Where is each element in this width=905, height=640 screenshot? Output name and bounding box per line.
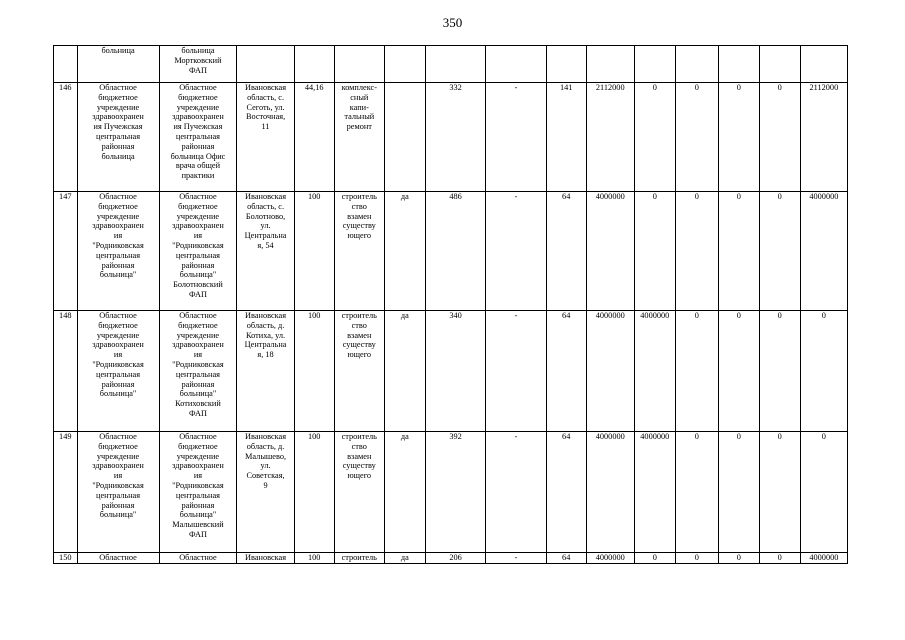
facility-name-cell: Областное бюджетное учреждение здравоохранен ия "Родниковская центральная районная больница" Котиховский ФАП — [159, 311, 237, 432]
dash-cell-cell: - — [486, 553, 546, 564]
code-value-cell: 64 — [546, 432, 586, 553]
code-value-cell — [546, 46, 586, 83]
count-value-cell: 340 — [425, 311, 485, 432]
amount-year-2-cell — [675, 46, 718, 83]
replacement-flag-cell: да — [384, 432, 425, 553]
facility-name-cell: Областное бюджетное учреждение здравоохранен ия Пучежская центральная районная больница Офис врача общей практики — [159, 83, 237, 192]
amount-year-4-cell — [759, 46, 800, 83]
amount-year-1-cell: 0 — [634, 192, 675, 311]
row-number-cell: 146 — [54, 83, 78, 192]
amount-year-3-cell: 0 — [718, 432, 759, 553]
replacement-flag-cell — [384, 46, 425, 83]
amount-year-2-cell: 0 — [675, 311, 718, 432]
code-value-cell: 141 — [546, 83, 586, 192]
code-value-cell: 64 — [546, 311, 586, 432]
amount-year-5-cell: 4000000 — [800, 192, 847, 311]
amount-year-3-cell: 0 — [718, 192, 759, 311]
amount-year-4-cell: 0 — [759, 553, 800, 564]
facility-name-cell: больница Мортковский ФАП — [159, 46, 237, 83]
amount-year-1-cell: 4000000 — [634, 432, 675, 553]
institution-name-cell: Областное бюджетное учреждение здравоохранен ия "Родниковская центральная районная больница" — [77, 192, 159, 311]
row-number-cell — [54, 46, 78, 83]
row-number-cell: 147 — [54, 192, 78, 311]
area-value-cell: 44,16 — [294, 83, 334, 192]
amount-year-3-cell — [718, 46, 759, 83]
work-type-cell: комплекс- сный капи- тальный ремонт — [334, 83, 384, 192]
area-value-cell: 100 — [294, 311, 334, 432]
amount-year-3-cell: 0 — [718, 311, 759, 432]
institution-name-cell: больница — [77, 46, 159, 83]
institution-name-cell: Областное — [77, 553, 159, 564]
amount-year-3-cell: 0 — [718, 553, 759, 564]
row-number-cell: 150 — [54, 553, 78, 564]
amount-year-1-cell — [634, 46, 675, 83]
work-type-cell: строитель ство взамен существу ющего — [334, 192, 384, 311]
area-value-cell: 100 — [294, 553, 334, 564]
amount-year-4-cell: 0 — [759, 192, 800, 311]
amount-year-5-cell: 0 — [800, 311, 847, 432]
replacement-flag-cell: да — [384, 311, 425, 432]
address-cell: Ивановская область, с. Сеготь, ул. Восточная, 11 — [237, 83, 294, 192]
facility-name-cell: Областное бюджетное учреждение здравоохранен ия "Родниковская центральная районная больница" Болотновский ФАП — [159, 192, 237, 311]
dash-cell-cell: - — [486, 83, 546, 192]
table-row — [54, 432, 848, 553]
row-number-cell: 148 — [54, 311, 78, 432]
area-value-cell: 100 — [294, 192, 334, 311]
dash-cell-cell: - — [486, 432, 546, 553]
amount-year-2-cell: 0 — [675, 83, 718, 192]
work-type-cell: строитель ство взамен существу ющего — [334, 311, 384, 432]
code-value-cell: 64 — [546, 192, 586, 311]
table-row — [54, 192, 848, 311]
work-type-cell — [334, 46, 384, 83]
dash-cell-cell: - — [486, 192, 546, 311]
facility-name-cell: Областное бюджетное учреждение здравоохранен ия "Родниковская центральная районная больница" Малышевский ФАП — [159, 432, 237, 553]
amount-year-4-cell: 0 — [759, 83, 800, 192]
count-value-cell: 392 — [425, 432, 485, 553]
work-type-cell: строитель — [334, 553, 384, 564]
amount-year-5-cell — [800, 46, 847, 83]
table-row — [54, 311, 848, 432]
amount-year-5-cell: 4000000 — [800, 553, 847, 564]
replacement-flag-cell — [384, 83, 425, 192]
area-value-cell — [294, 46, 334, 83]
page-number: 350 — [442, 15, 463, 30]
code-value-cell: 64 — [546, 553, 586, 564]
amount-year-5-cell: 0 — [800, 432, 847, 553]
address-cell: Ивановская область, д. Малышево, ул. Советская, 9 — [237, 432, 294, 553]
amount-year-1-cell: 0 — [634, 83, 675, 192]
amount-year-2-cell: 0 — [675, 192, 718, 311]
total-amount-cell: 4000000 — [586, 192, 634, 311]
institution-name-cell: Областное бюджетное учреждение здравоохранен ия "Родниковская центральная районная больница" — [77, 311, 159, 432]
amount-year-4-cell: 0 — [759, 432, 800, 553]
amount-year-2-cell: 0 — [675, 432, 718, 553]
address-cell: Ивановская область, д. Котиха, ул. Центральна я, 18 — [237, 311, 294, 432]
address-cell — [237, 46, 294, 83]
amount-year-3-cell: 0 — [718, 83, 759, 192]
total-amount-cell: 4000000 — [586, 553, 634, 564]
count-value-cell: 206 — [425, 553, 485, 564]
row-number-cell: 149 — [54, 432, 78, 553]
count-value-cell — [425, 46, 485, 83]
area-value-cell: 100 — [294, 432, 334, 553]
total-amount-cell: 4000000 — [586, 311, 634, 432]
registry-table — [53, 45, 848, 564]
institution-name-cell: Областное бюджетное учреждение здравоохранен ия Пучежская центральная районная больница — [77, 83, 159, 192]
total-amount-cell: 4000000 — [586, 432, 634, 553]
table-row — [54, 553, 848, 564]
amount-year-2-cell: 0 — [675, 553, 718, 564]
amount-year-4-cell: 0 — [759, 311, 800, 432]
total-amount-cell — [586, 46, 634, 83]
address-cell: Ивановская — [237, 553, 294, 564]
total-amount-cell: 2112000 — [586, 83, 634, 192]
replacement-flag-cell: да — [384, 192, 425, 311]
work-type-cell: строитель ство взамен существу ющего — [334, 432, 384, 553]
address-cell: Ивановская область, с. Болотново, ул. Центральна я, 54 — [237, 192, 294, 311]
amount-year-1-cell: 4000000 — [634, 311, 675, 432]
table-row — [54, 46, 848, 83]
dash-cell-cell: - — [486, 311, 546, 432]
amount-year-1-cell: 0 — [634, 553, 675, 564]
count-value-cell: 332 — [425, 83, 485, 192]
amount-year-5-cell: 2112000 — [800, 83, 847, 192]
replacement-flag-cell: да — [384, 553, 425, 564]
table-row — [54, 83, 848, 192]
institution-name-cell: Областное бюджетное учреждение здравоохранен ия "Родниковская центральная районная больница" — [77, 432, 159, 553]
facility-name-cell: Областное — [159, 553, 237, 564]
count-value-cell: 486 — [425, 192, 485, 311]
dash-cell-cell — [486, 46, 546, 83]
